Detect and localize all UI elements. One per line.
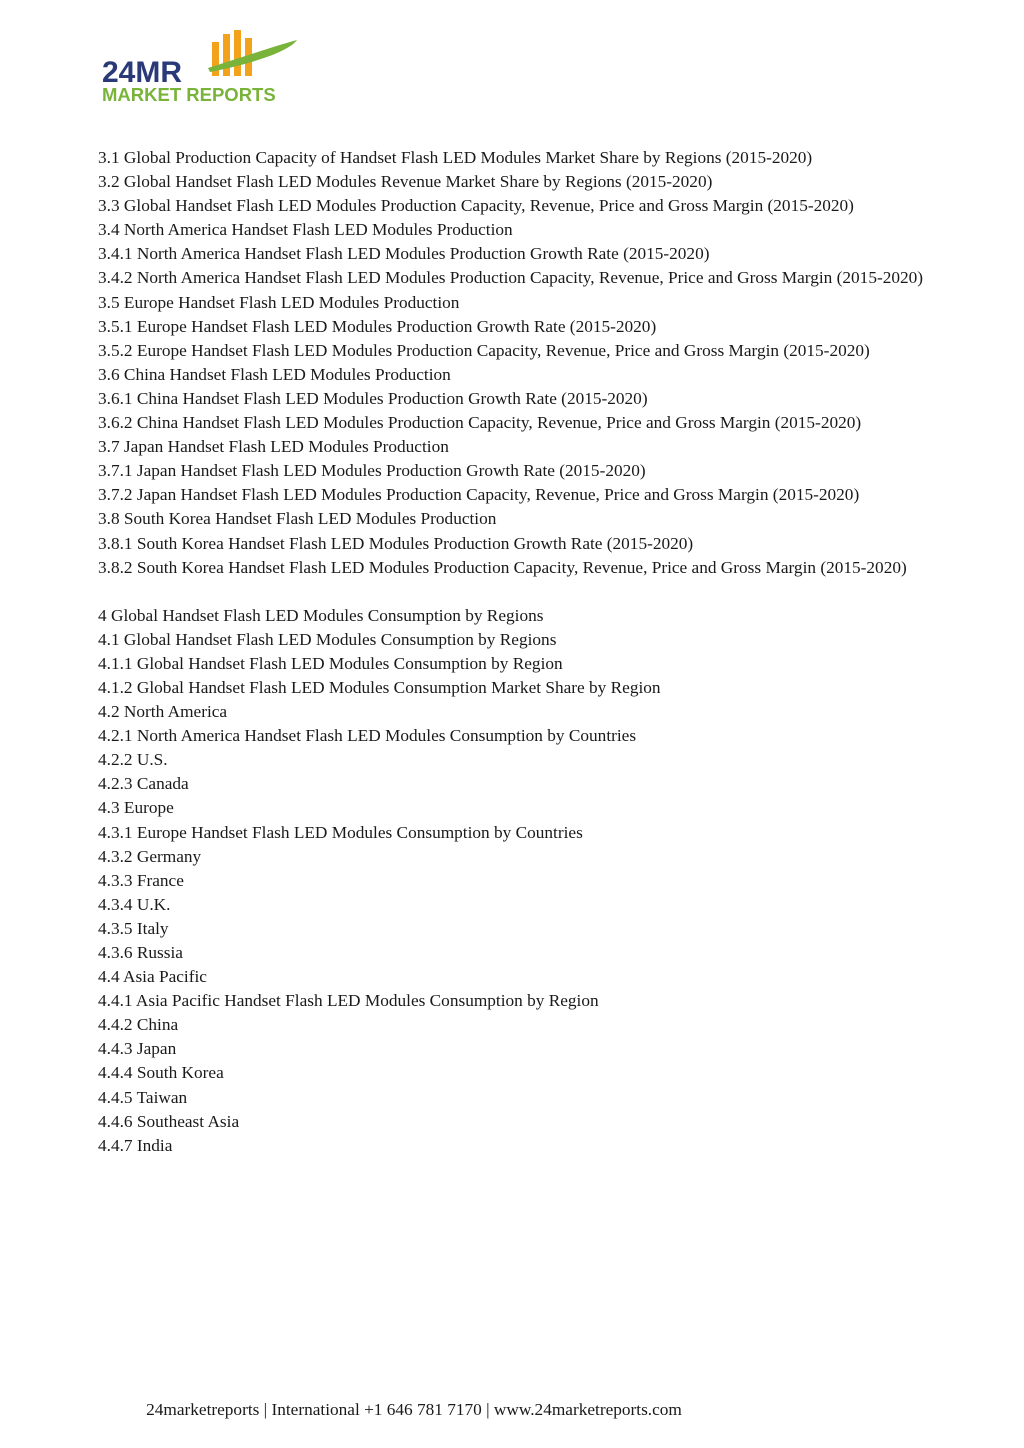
toc-entry: 3.4 North America Handset Flash LED Modules Production	[98, 220, 513, 240]
toc-entry: 4.3.1 Europe Handset Flash LED Modules Consumption by Countries	[98, 822, 583, 842]
toc-entry: 4.2 North America	[98, 702, 228, 722]
toc-entry: 4.2.1 North America Handset Flash LED Modules Consumption by Countries	[98, 726, 637, 746]
toc-entry: 3.4.1 North America Handset Flash LED Modules Production Growth Rate (2015-2020)	[98, 244, 710, 264]
toc-entry: 3.3 Global Handset Flash LED Modules Production Capacity, Revenue, Price and Gross Margin (2015-2020)	[98, 196, 854, 216]
toc-entry: 4.4.4 South Korea	[98, 1063, 224, 1083]
toc-entry: 4.3.3 France	[98, 870, 184, 890]
toc-entry: 4.1.2 Global Handset Flash LED Modules Consumption Market Share by Region	[98, 677, 661, 697]
toc-entry: 4.3 Europe	[98, 798, 174, 818]
company-logo	[100, 28, 310, 110]
toc-entry: 4.4.7 India	[98, 1135, 173, 1155]
toc-entry: 3.5.2 Europe Handset Flash LED Modules Production Capacity, Revenue, Price and Gross Margin (2015-2020)	[98, 340, 870, 360]
toc-entry: 3.7 Japan Handset Flash LED Modules Production	[98, 437, 449, 457]
toc-entry: 3.6.1 China Handset Flash LED Modules Production Growth Rate (2015-2020)	[98, 388, 648, 408]
toc-entry: 4.4.5 Taiwan	[98, 1087, 188, 1107]
toc-entry: 3.8.1 South Korea Handset Flash LED Modules Production Growth Rate (2015-2020)	[98, 533, 694, 553]
toc-entry: 3.1 Global Production Capacity of Handset Flash LED Modules Market Share by Regions (2015-2020)	[98, 148, 813, 167]
toc-entry: 4.4.3 Japan	[98, 1039, 177, 1059]
toc-entry: 3.7.2 Japan Handset Flash LED Modules Production Capacity, Revenue, Price and Gross Margin (2015-2020)	[98, 485, 860, 505]
toc-entry: 4.4.1 Asia Pacific Handset Flash LED Modules Consumption by Region	[98, 991, 599, 1011]
toc-entry: 4.4 Asia Pacific	[98, 967, 207, 987]
toc-entry: 3.7.1 Japan Handset Flash LED Modules Production Growth Rate (2015-2020)	[98, 461, 646, 481]
table-of-contents	[98, 146, 926, 1158]
toc-entry: 4 Global Handset Flash LED Modules Consumption by Regions	[98, 605, 544, 625]
toc-entry: 3.5 Europe Handset Flash LED Modules Production	[98, 292, 460, 312]
toc-entry: 3.6.2 China Handset Flash LED Modules Production Capacity, Revenue, Price and Gross Margin (2015-2020)	[98, 413, 862, 433]
toc-entry: 3.5.1 Europe Handset Flash LED Modules Production Growth Rate (2015-2020)	[98, 316, 657, 336]
toc-entry: 3.6 China Handset Flash LED Modules Production	[98, 364, 451, 384]
toc-entry: 4.3.5 Italy	[98, 918, 169, 938]
toc-spacer	[98, 580, 926, 604]
toc-entry: 4.3.2 Germany	[98, 846, 202, 866]
logo-tagline: MARKET REPORTS	[102, 84, 276, 105]
toc-entry: 3.8.2 South Korea Handset Flash LED Modules Production Capacity, Revenue, Price and Gross Margin (2015-2020)	[98, 557, 907, 577]
toc-entry: 4.3.4 U.K.	[98, 894, 171, 914]
toc-entry: 4.3.6 Russia	[98, 943, 183, 962]
logo-wordmark: 24MR	[102, 56, 183, 89]
toc-entry: 4.2.2 U.S.	[98, 750, 168, 770]
toc-entry: 4.4.6 Southeast Asia	[98, 1111, 240, 1131]
toc-entry: 4.2.3 Canada	[98, 774, 189, 794]
page-footer: 24marketreports | International +1 646 781 7170 | www.24marketreports.com	[146, 1400, 682, 1419]
toc-entry: 3.4.2 North America Handset Flash LED Modules Production Capacity, Revenue, Price and Gross Margin (2015-2020)	[98, 268, 924, 288]
toc-entry: 4.4.2 China	[98, 1015, 179, 1035]
toc-entry: 3.2 Global Handset Flash LED Modules Revenue Market Share by Regions (2015-2020)	[98, 172, 713, 192]
toc-entry: 3.8 South Korea Handset Flash LED Modules Production	[98, 509, 497, 529]
toc-entry: 4.1.1 Global Handset Flash LED Modules Consumption by Region	[98, 653, 563, 673]
toc-entry: 4.1 Global Handset Flash LED Modules Consumption by Regions	[98, 629, 557, 649]
